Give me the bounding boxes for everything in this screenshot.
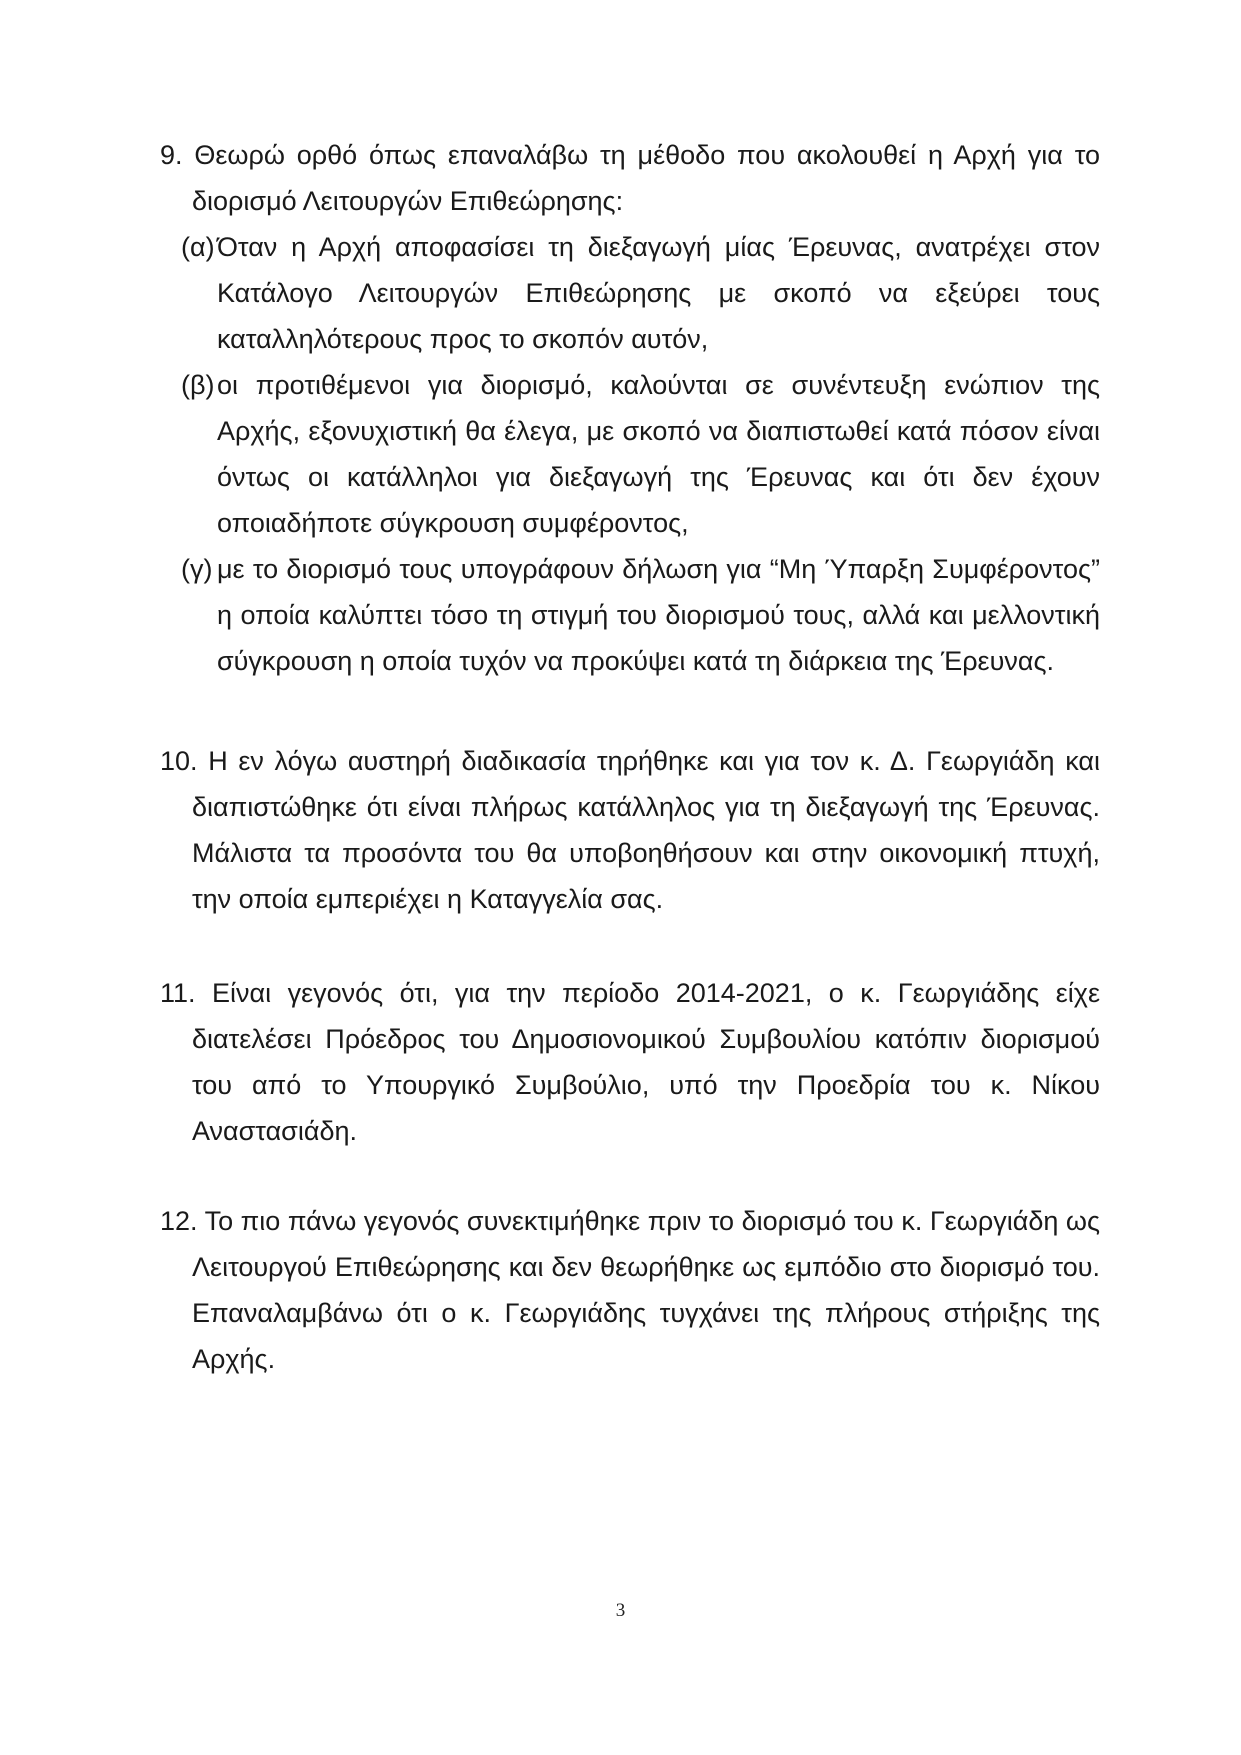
item-b-text: οι προτιθέμενοι για διορισμό, καλούνται σε συνέντευξη ενώπιον της Αρχής, εξονυχιστική θα έλεγα, με σκοπό να διαπιστωθεί κατά πόσον είναι όντως οι κατάλληλοι για διεξαγωγή της Έρευνας και ότι δεν έχουν οποιαδήποτε σύγκρουση συμφέροντος, [217,370,1100,538]
paragraph-12-text: Το πιο πάνω γεγονός συνεκτιμήθηκε πριν το διορισμό του κ. Γεωργιάδη ως Λειτουργού Επιθεώρησης και δεν θεωρήθηκε ως εμπόδιο στο διορισμό του. Επαναλαμβάνω ότι ο κ. Γεωργιάδης τυγχάνει της πλήρους στήριξης της Αρχής. [192,1206,1100,1374]
paragraph-9-item-c [181,546,1100,684]
paragraph-9-number: 9. [160,140,183,170]
paragraph-12-body [160,1198,1100,1382]
paragraph-10 [160,738,1100,922]
page-number: 3 [615,1600,626,1621]
item-a-marker: (α) [181,232,215,262]
paragraph-11-number: 11. [160,978,196,1008]
paragraph-12-number: 12. [160,1206,198,1236]
item-c-marker: (γ) [181,554,213,584]
paragraph-10-number: 10. [160,746,198,776]
paragraph-11-text: Είναι γεγονός ότι, για την περίοδο 2014-2021, ο κ. Γεωργιάδης είχε διατελέσει Πρόεδρος του Δημοσιονομικού Συμβουλίου κατόπιν διορισμού του από το Υπουργικό Συμβούλιο, υπό την Προεδρία του κ. Νίκου Αναστασιάδη. [192,978,1100,1146]
paragraph-9-item-b [181,362,1100,546]
item-a-text: Όταν η Αρχή αποφασίσει τη διεξαγωγή μίας Έρευνας, ανατρέχει στον Κατάλογο Λειτουργών Επιθεώρησης με σκοπό να εξεύρει τους καταλληλότερους προς το σκοπόν αυτόν, [217,232,1100,354]
paragraph-10-body [160,738,1100,922]
paragraph-9-text: Θεωρώ ορθό όπως επαναλάβω τη μέθοδο που ακολουθεί η Αρχή για το διορισμό Λειτουργών Επιθεώρησης: [192,140,1101,216]
paragraph-11 [160,970,1100,1154]
paragraph-9-body [160,132,1100,224]
paragraph-10-text: Η εν λόγω αυστηρή διαδικασία τηρήθηκε και για τον κ. Δ. Γεωργιάδη και διαπιστώθηκε ότι είναι πλήρως κατάλληλος για τη διεξαγωγή της Έρευνας. Μάλιστα τα προσόντα του θα υποβοηθήσουν και στην οικονομική πτυχή, την οποία εμπεριέχει η Καταγγελία σας. [192,746,1100,914]
paragraph-9-item-a [181,224,1100,362]
item-b-marker: (β) [181,370,215,400]
item-c-text: με το διορισμό τους υπογράφουν δήλωση για “Μη Ύπαρξη Συμφέροντος” η οποία καλύπτει τόσο τη στιγμή του διορισμού τους, αλλά και μελλοντική σύγκρουση η οποία τυχόν να προκύψει κατά τη διάρκεια της Έρευνας. [217,554,1100,676]
paragraph-12 [160,1198,1100,1382]
paragraph-11-body [160,970,1100,1154]
paragraph-9 [160,132,1100,224]
